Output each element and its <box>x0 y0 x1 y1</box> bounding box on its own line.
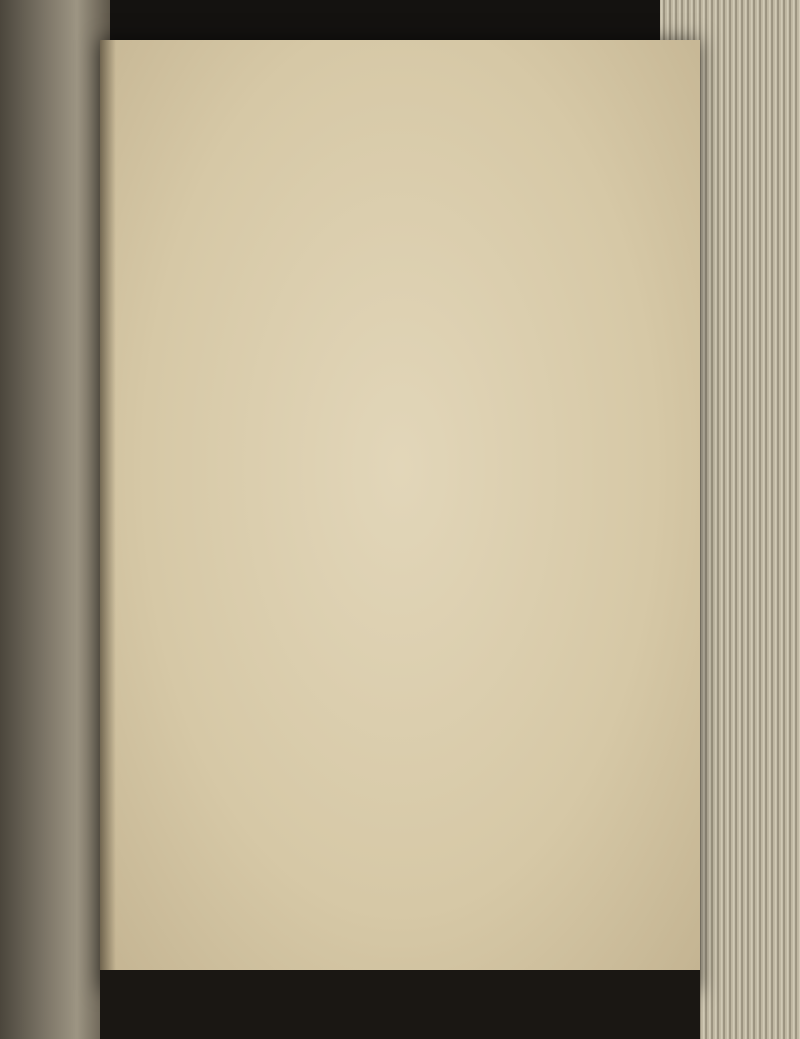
adjacent-page-edge <box>0 0 110 1039</box>
book-bottom-shadow <box>100 970 700 1039</box>
book-gutter-shadow <box>100 40 116 990</box>
book-page <box>100 40 700 990</box>
